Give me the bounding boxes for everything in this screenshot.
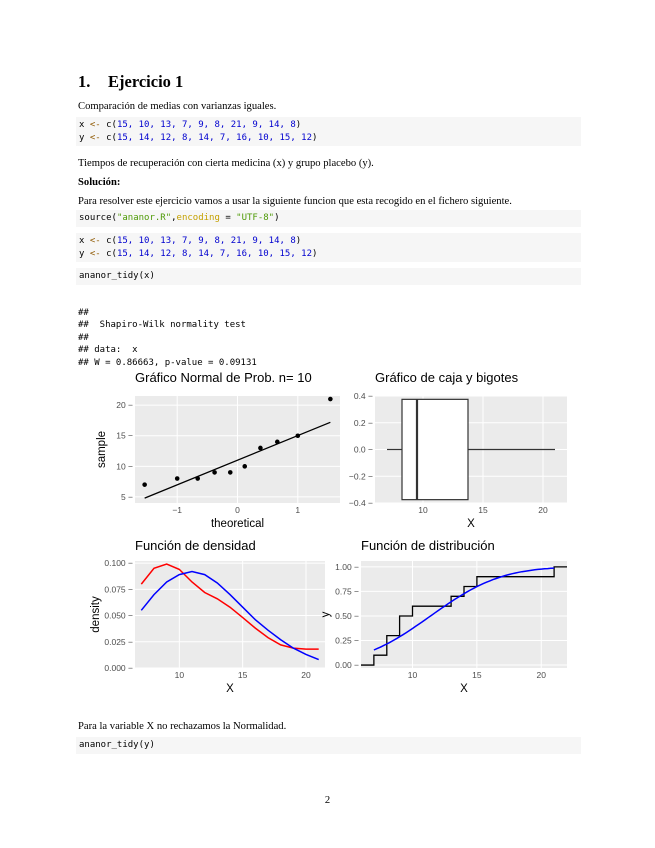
chart-title: Función de distribución [361, 538, 495, 553]
code-line-x: x <- c(15, 10, 13, 7, 9, 8, 21, 9, 14, 8) [79, 120, 302, 130]
code-call-y: ananor_tidy(y) [76, 737, 581, 754]
y-tick-label: 0.050 − [104, 610, 133, 621]
y-axis-label: sample [96, 430, 108, 469]
code-block-data-repeat: x <- c(15, 10, 13, 7, 9, 8, 21, 9, 14, 8) y <- c(15, 14, 12, 8, 14, 7, 16, 10, 15, 12) [76, 233, 581, 262]
x-tick-label: 15 [478, 505, 488, 515]
x-axis-label: X [226, 683, 234, 695]
chart-3 [90, 538, 325, 695]
x-tick-label: 10 [418, 505, 428, 515]
qq-point [195, 476, 200, 481]
y-tick-label: 5 − [120, 491, 133, 502]
x-tick-label: 10 [407, 670, 418, 680]
qq-point [228, 470, 233, 475]
y-axis-label: y [320, 611, 332, 618]
page-number: 2 [324, 795, 331, 806]
conclusion-text: Para la variable X no rechazamos la Normalidad. [78, 721, 287, 732]
code-call-x: ananor_tidy(x) [76, 268, 581, 285]
y-tick-label: 0.25 − [335, 635, 359, 646]
code-block-data [76, 117, 581, 146]
section-title: Ejercicio 1 [108, 72, 184, 91]
code-y-values: 15, 14, 12, 8, 14, 7, 16, 10, 15, 12 [116, 132, 313, 143]
x-axis-label: X [460, 683, 468, 695]
code-x-values: 15, 10, 13, 7, 9, 8, 21, 9, 14, 8 [116, 120, 296, 130]
x-tick-label: 20 [301, 670, 311, 680]
qq-point [142, 482, 147, 487]
qq-point [328, 397, 333, 402]
description-text: Tiempos de recuperación con cierta medicina (x) y grupo placebo (y). [78, 158, 374, 169]
y-tick-label: 0.50 − [335, 610, 359, 621]
test-output: ## ## Shapiro-Wilk normality test ## ## data: x ## W = 0.86663, p-value = 0.09131 [78, 307, 257, 368]
x-tick-label: 1 [295, 505, 301, 515]
chart-2 [349, 370, 567, 530]
y-tick-label: 0.025 − [104, 636, 133, 647]
x-tick-label: 15 [237, 670, 248, 680]
y-tick-label: 0.00 − [335, 660, 359, 671]
chart-title: Función de densidad [135, 538, 256, 553]
y-tick-label: 0.75 − [335, 586, 359, 597]
x-tick-label: 0 [235, 505, 240, 515]
x-axis-label: X [467, 518, 475, 530]
code-block-source: source("ananor.R",encoding = "UTF-8") [76, 210, 581, 227]
x-axis-label: theoretical [210, 518, 265, 530]
y-tick-label: 0.100 − [104, 558, 133, 569]
qq-point [242, 464, 247, 469]
y-tick-label: 0.000 − [104, 663, 133, 673]
x-tick-label: 15 [472, 670, 482, 680]
plot-panel [135, 561, 325, 668]
y-tick-label: 1.00 − [335, 561, 359, 572]
x-tick-label: 20 [538, 505, 548, 515]
y-tick-label: 0.4 − [353, 391, 373, 401]
qq-point [212, 470, 217, 475]
y-tick-label: 0.075 − [104, 584, 133, 595]
y-tick-label: −0.4 − [348, 498, 373, 508]
box-iqr [402, 399, 468, 499]
qq-point [295, 433, 300, 438]
solution-text: Para resolver este ejercicio vamos a usar la siguiente funcion que esta recogido en el fichero siguiente. [78, 196, 512, 207]
qq-point [275, 440, 280, 445]
section-heading [78, 72, 183, 92]
qq-point [258, 446, 263, 451]
y-tick-label: 10 − [116, 461, 133, 472]
y-axis-label: density [90, 596, 102, 633]
solution-label: Solución: [78, 177, 121, 188]
section-number: 1. [78, 72, 91, 91]
figure-panel [78, 368, 583, 703]
y-tick-label: 20 − [116, 400, 133, 411]
x-tick-label: 20 [536, 670, 546, 680]
y-tick-label: 0.2 − [353, 417, 373, 428]
intro-text: Comparación de medias con varianzas iguales. [78, 101, 277, 112]
x-tick-label: 10 [174, 670, 185, 680]
chart-4 [320, 538, 567, 695]
x-tick-label: −1 [172, 505, 183, 515]
y-tick-label: 0.0 − [353, 444, 373, 455]
code-line-y: y <- c(15, 14, 12, 8, 14, 7, 16, 10, 15, 12) [79, 132, 318, 143]
y-tick-label: −0.2 − [348, 471, 373, 482]
chart-title: Gráfico de caja y bigotes [375, 370, 519, 385]
y-tick-label: 15 − [116, 430, 133, 441]
chart-1 [96, 370, 340, 530]
qq-point [175, 476, 180, 481]
chart-title: Gráfico Normal de Prob. n= 10 [135, 370, 312, 385]
